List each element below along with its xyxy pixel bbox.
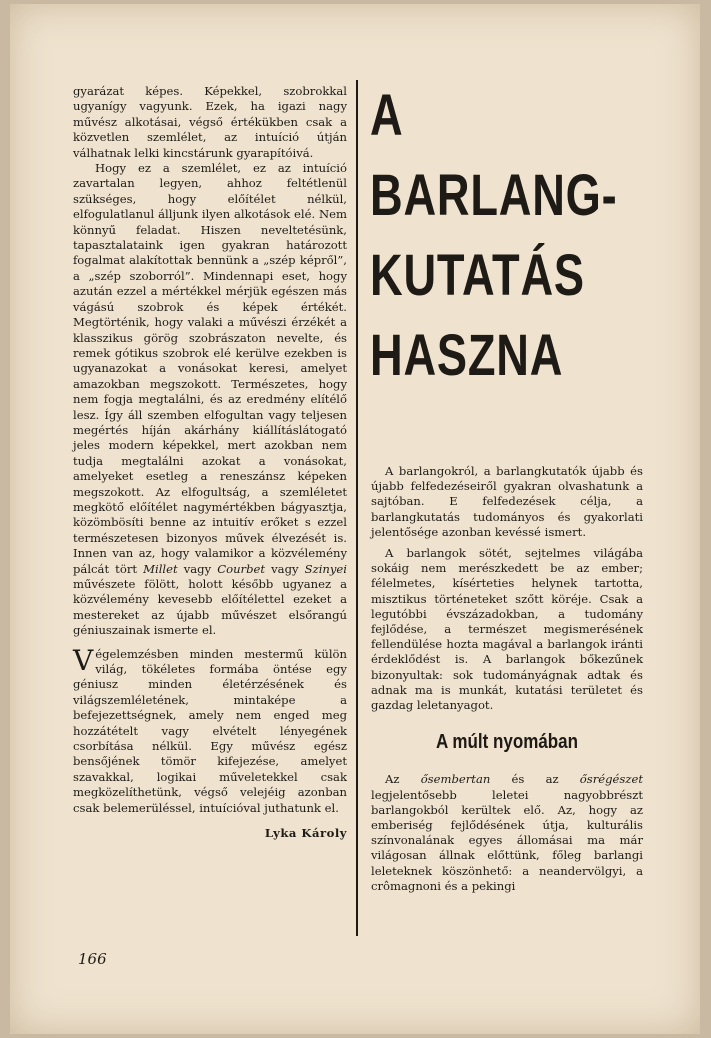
paragraph: gyarázat képes. Képekkel, szobrokkal ugyanígy vagyunk. Ezek, ha igazi nagy művész alkotásai, végső értékükben csak a közvetlen szemlélet, az intuíció útján válhatnak lelki kincstárunk gyarapítóivá.: [73, 84, 347, 160]
paragraph-text: égelemzésben minden mestermű külön világ, tökéletes formába öntése egy géniusz minden életérzésének és világszemléletének, mintaképe a befejezettségnek, amely nem enged meg hozzátételt vagy elvételt lényegének csorbítása nélkül. Egy művész egész bensőjének tömör kifejezése, amelyet szavakkal, logikai műveletekkel csak megközelíthetünk, végső velejéig azonban csak belemerüléssel, intuícióval juthatunk el.: [73, 646, 347, 815]
author-signature: Lyka Károly: [264, 826, 347, 841]
right-text-column: [371, 464, 643, 900]
paragraph-text: Hogy ez a szemlélet, ez az intuíció zavartalan legyen, ahhoz feltétlenül szükséges, hogy előítélet nélkül, elfogulatlanul álljunk ilyen alkotások elé. Nem könnyű feladat. Hiszen neveltetésünk, tapasztalataink igen gyakran határozott fogalmat alakítottak bennünk a „szép képről”, a „szép szoborról”. Mindennapi eset, hogy azután ezzel a mértékkel mérjük egészen más vágású szobrok és képek értékét. Megtörténik, hogy valaki a művészi érzékét a klasszikus görög szobrászaton nevelte, és remek gótikus szobrok elé kerülve ezekben is ugyanazokat a vonásokat keresi, amelyet amazokban megszokott. Természetes, hogy nem fogja megtalálni, és az eredmény elítélő lesz. Így áll szemben elfogultan vagy teljesen megértés híján akárhány kiállításlátogató jeles modern képekkel, mert azokban nem tudja megtalálni azokat a vonásokat, amelyeket esetleg a reneszánsz képeken megszokott. Az elfogultság, a szemléletet megkötő előítélet nagymértékben bágyasztja, közömbösíti benne az intuitív erőket s ezzel természetesen bizonyos művek élvezését is. Innen van az, hogy valamikor a közvélemény pálcát tört: [73, 161, 347, 576]
section-heading: A múlt nyomában: [435, 731, 579, 754]
title-line: BARLANG-: [370, 163, 618, 228]
paragraph: [73, 161, 347, 639]
paragraph-text: művészete fölött, holott később ugyanez a közvélemény kevesebb előítélettel ezeket a mestereket az újabb művészet elsőrangú géniuszainak ismerte el.: [73, 577, 347, 638]
paragraph-text: és az: [490, 772, 580, 787]
paragraph-text: legjelentősebb leletei nagyobbrészt barlangokból kerültek elő. Az, hogy az emberiség fejlődésének útja, kulturális színvonalának egyes állomásai ma már világosan állnak előttünk, főleg barlangi leleteknek köszönhető: a neandervölgyi, a crômagnoni és a pekingi: [371, 787, 643, 893]
paragraph: [73, 643, 347, 816]
paragraph-text: Az: [385, 772, 421, 787]
paragraph: A barlangokról, a barlangkutatók újabb és újabb felfedezéseiről gyakran olvashatunk a sajtóban. E felfedezések célja, a barlangkutatás tudományos és gyakorlati jelentősége azonban kevéssé ismert.: [371, 464, 643, 539]
paragraph: [371, 772, 643, 894]
drop-cap: V: [73, 643, 94, 677]
page-number: 166: [78, 950, 107, 968]
column-divider: [356, 80, 358, 936]
paragraph-text: vagy: [265, 561, 305, 576]
artist-name-szinyei: Szinyei: [304, 561, 347, 576]
magazine-page: [10, 4, 700, 1034]
title-line: HASZNA: [370, 323, 564, 388]
italic-term: ősrégészet: [579, 772, 643, 787]
title-line: A: [370, 83, 404, 148]
article-title: [370, 76, 620, 396]
artist-name-millet: Millet: [143, 561, 178, 576]
paragraph: A barlangok sötét, sejtelmes világába sokáig nem merészkedett be az ember; félelmetes, kísérteties helynek tartotta, misztikus történeteket szőtt köréje. Csak a legutóbbi évszázadokban, a tudomány fejlődése, a természet megismerésének fellendülése hozta magával a barlangok iránti érdeklődést is. A barlangok bőkezűnek bizonyultak: sok tudományágnak adtak és adnak ma is munkát, kutatási területet és gazdag leletanyagot.: [371, 546, 643, 713]
artist-name-courbet: Courbet: [217, 561, 266, 576]
title-line: KUTATÁS: [370, 243, 585, 308]
paragraph-text: vagy: [177, 561, 218, 576]
left-text-column: [73, 84, 347, 842]
italic-term: ősembertan: [420, 772, 491, 787]
